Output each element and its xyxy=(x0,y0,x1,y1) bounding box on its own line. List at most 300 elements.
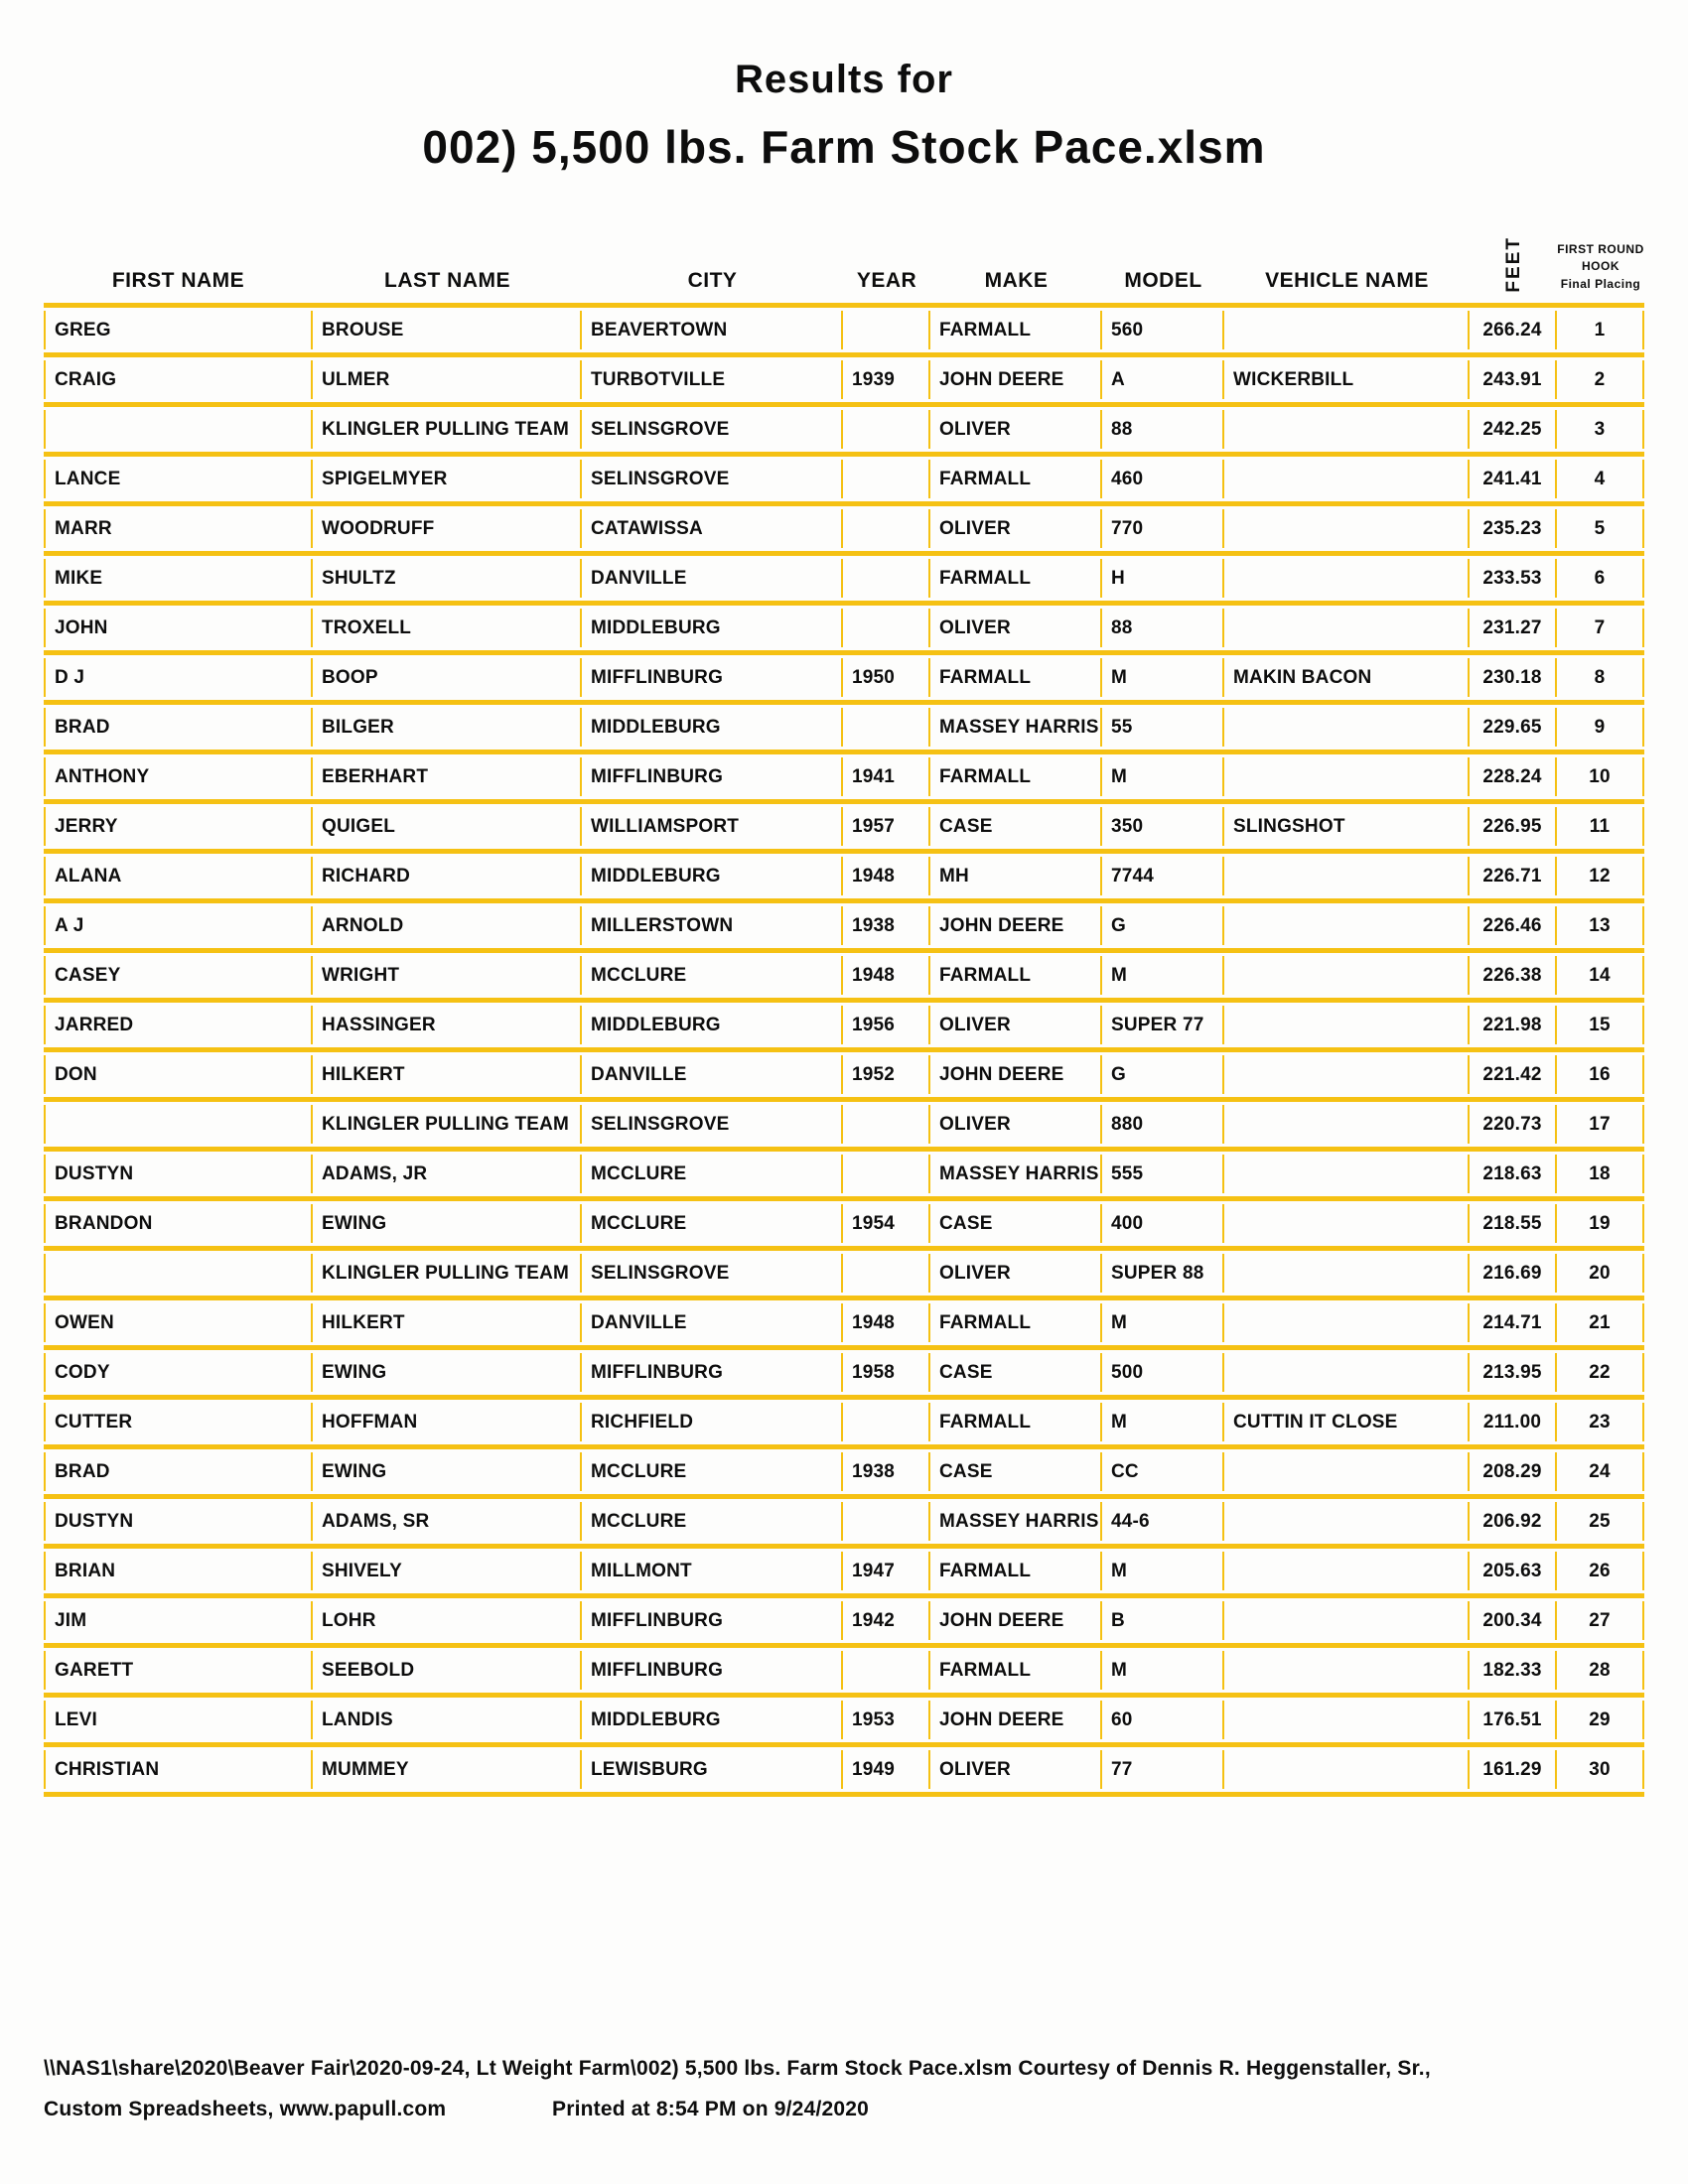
cell-make: CASE xyxy=(930,1353,1102,1392)
cell-last-name: SEEBOLD xyxy=(313,1651,582,1690)
cell-year xyxy=(843,708,930,747)
cell-year: 1947 xyxy=(843,1552,930,1590)
cell-make: MASSEY HARRIS xyxy=(930,708,1102,747)
cell-vehicle-name xyxy=(1224,956,1470,995)
cell-model: 350 xyxy=(1102,807,1224,846)
cell-placing: 19 xyxy=(1557,1204,1644,1243)
column-header-vehicle-name: VEHICLE NAME xyxy=(1265,269,1429,292)
cell-year xyxy=(843,609,930,647)
cell-year: 1952 xyxy=(843,1055,930,1094)
table-row xyxy=(44,1494,1644,1544)
table-row xyxy=(44,998,1644,1047)
cell-model: 60 xyxy=(1102,1701,1224,1739)
table-row xyxy=(44,1147,1644,1196)
hook-header-line3: Final Placing xyxy=(1560,276,1641,291)
cell-model: M xyxy=(1102,658,1224,697)
cell-year: 1948 xyxy=(843,857,930,895)
cell-year xyxy=(843,410,930,449)
cell-last-name: BOOP xyxy=(313,658,582,697)
cell-last-name: BILGER xyxy=(313,708,582,747)
cell-feet: 216.69 xyxy=(1470,1254,1557,1293)
cell-feet: 233.53 xyxy=(1470,559,1557,598)
cell-year: 1954 xyxy=(843,1204,930,1243)
cell-make: FARMALL xyxy=(930,1651,1102,1690)
cell-vehicle-name xyxy=(1224,1204,1470,1243)
cell-first-name: CASEY xyxy=(44,956,313,995)
cell-year xyxy=(843,559,930,598)
cell-vehicle-name xyxy=(1224,1303,1470,1342)
cell-first-name xyxy=(44,410,313,449)
cell-placing: 12 xyxy=(1557,857,1644,895)
cell-placing: 24 xyxy=(1557,1452,1644,1491)
results-table xyxy=(44,207,1644,1797)
cell-model: H xyxy=(1102,559,1224,598)
cell-vehicle-name: SLINGSHOT xyxy=(1224,807,1470,846)
cell-city: MCCLURE xyxy=(582,956,843,995)
page-subtitle-filename: 002) 5,500 lbs. Farm Stock Pace.xlsm xyxy=(422,121,1266,173)
table-row xyxy=(44,849,1644,898)
cell-make: JOHN DEERE xyxy=(930,1055,1102,1094)
cell-last-name: LOHR xyxy=(313,1601,582,1640)
cell-placing: 21 xyxy=(1557,1303,1644,1342)
cell-first-name: CODY xyxy=(44,1353,313,1392)
cell-first-name: DON xyxy=(44,1055,313,1094)
column-header-model: MODEL xyxy=(1124,269,1202,292)
cell-city: CATAWISSA xyxy=(582,509,843,548)
cell-year: 1950 xyxy=(843,658,930,697)
cell-year: 1958 xyxy=(843,1353,930,1392)
cell-model: 7744 xyxy=(1102,857,1224,895)
cell-make: OLIVER xyxy=(930,1750,1102,1789)
cell-make: FARMALL xyxy=(930,1552,1102,1590)
cell-vehicle-name: CUTTIN IT CLOSE xyxy=(1224,1403,1470,1441)
cell-placing: 2 xyxy=(1557,360,1644,399)
cell-first-name: JARRED xyxy=(44,1006,313,1044)
cell-make: JOHN DEERE xyxy=(930,906,1102,945)
table-row xyxy=(44,948,1644,998)
cell-placing: 6 xyxy=(1557,559,1644,598)
column-header-feet xyxy=(1470,236,1557,293)
cell-last-name: TROXELL xyxy=(313,609,582,647)
cell-year: 1949 xyxy=(843,1750,930,1789)
cell-model: M xyxy=(1102,956,1224,995)
column-header-first-name: FIRST NAME xyxy=(111,269,245,292)
cell-vehicle-name xyxy=(1224,1006,1470,1044)
cell-last-name: ADAMS, JR xyxy=(313,1155,582,1193)
cell-feet: 266.24 xyxy=(1470,311,1557,349)
cell-first-name: GARETT xyxy=(44,1651,313,1690)
cell-city: MIFFLINBURG xyxy=(582,1651,843,1690)
cell-vehicle-name xyxy=(1224,460,1470,498)
cell-first-name: OWEN xyxy=(44,1303,313,1342)
cell-last-name: EWING xyxy=(313,1353,582,1392)
cell-feet: 221.42 xyxy=(1470,1055,1557,1094)
cell-model: 770 xyxy=(1102,509,1224,548)
cell-vehicle-name xyxy=(1224,559,1470,598)
cell-city: SELINSGROVE xyxy=(582,460,843,498)
cell-city: DANVILLE xyxy=(582,559,843,598)
cell-make: MASSEY HARRIS xyxy=(930,1155,1102,1193)
cell-year: 1942 xyxy=(843,1601,930,1640)
cell-last-name: EWING xyxy=(313,1452,582,1491)
cell-year xyxy=(843,1403,930,1441)
table-row xyxy=(44,1395,1644,1444)
cell-city: SELINSGROVE xyxy=(582,410,843,449)
cell-last-name: BROUSE xyxy=(313,311,582,349)
cell-feet: 226.71 xyxy=(1470,857,1557,895)
cell-year xyxy=(843,509,930,548)
table-body xyxy=(44,303,1644,1797)
cell-year xyxy=(843,1105,930,1144)
cell-make: JOHN DEERE xyxy=(930,360,1102,399)
cell-last-name: QUIGEL xyxy=(313,807,582,846)
cell-vehicle-name xyxy=(1224,311,1470,349)
cell-year xyxy=(843,1651,930,1690)
table-row xyxy=(44,650,1644,700)
cell-vehicle-name xyxy=(1224,906,1470,945)
footer-custom-spreadsheets: Custom Spreadsheets, www.papull.com xyxy=(44,2098,447,2120)
cell-vehicle-name xyxy=(1224,1155,1470,1193)
cell-last-name: EBERHART xyxy=(313,757,582,796)
table-row xyxy=(44,352,1644,402)
table-row xyxy=(44,1742,1644,1797)
cell-feet: 241.41 xyxy=(1470,460,1557,498)
cell-city: MIFFLINBURG xyxy=(582,658,843,697)
cell-first-name: JERRY xyxy=(44,807,313,846)
cell-city: SELINSGROVE xyxy=(582,1254,843,1293)
cell-vehicle-name xyxy=(1224,410,1470,449)
cell-city: MIFFLINBURG xyxy=(582,1353,843,1392)
table-row xyxy=(44,1196,1644,1246)
cell-first-name: BRAD xyxy=(44,708,313,747)
cell-first-name: ANTHONY xyxy=(44,757,313,796)
cell-year: 1939 xyxy=(843,360,930,399)
cell-last-name: HOFFMAN xyxy=(313,1403,582,1441)
cell-last-name: KLINGLER PULLING TEAM xyxy=(313,1254,582,1293)
cell-placing: 22 xyxy=(1557,1353,1644,1392)
cell-feet: 176.51 xyxy=(1470,1701,1557,1739)
cell-model: 560 xyxy=(1102,311,1224,349)
cell-model: 55 xyxy=(1102,708,1224,747)
cell-placing: 23 xyxy=(1557,1403,1644,1441)
cell-year: 1957 xyxy=(843,807,930,846)
cell-feet: 221.98 xyxy=(1470,1006,1557,1044)
cell-last-name: EWING xyxy=(313,1204,582,1243)
cell-make: JOHN DEERE xyxy=(930,1701,1102,1739)
cell-first-name: CRAIG xyxy=(44,360,313,399)
cell-make: FARMALL xyxy=(930,658,1102,697)
cell-feet: 220.73 xyxy=(1470,1105,1557,1144)
cell-city: MCCLURE xyxy=(582,1204,843,1243)
cell-model: 88 xyxy=(1102,609,1224,647)
cell-year: 1948 xyxy=(843,1303,930,1342)
cell-last-name: ARNOLD xyxy=(313,906,582,945)
cell-placing: 27 xyxy=(1557,1601,1644,1640)
cell-placing: 26 xyxy=(1557,1552,1644,1590)
column-header-city: CITY xyxy=(687,269,738,292)
cell-placing: 15 xyxy=(1557,1006,1644,1044)
cell-placing: 1 xyxy=(1557,311,1644,349)
cell-feet: 200.34 xyxy=(1470,1601,1557,1640)
cell-model: M xyxy=(1102,757,1224,796)
cell-first-name: LANCE xyxy=(44,460,313,498)
cell-year xyxy=(843,1254,930,1293)
cell-year xyxy=(843,460,930,498)
hook-header-line2: HOOK xyxy=(1582,259,1619,274)
cell-year: 1953 xyxy=(843,1701,930,1739)
cell-make: MASSEY HARRIS xyxy=(930,1502,1102,1541)
cell-model: 400 xyxy=(1102,1204,1224,1243)
hook-header-line1: FIRST ROUND xyxy=(1557,241,1644,256)
cell-placing: 7 xyxy=(1557,609,1644,647)
cell-first-name: ALANA xyxy=(44,857,313,895)
cell-year xyxy=(843,1155,930,1193)
table-row xyxy=(44,1544,1644,1593)
cell-make: OLIVER xyxy=(930,410,1102,449)
table-row xyxy=(44,1444,1644,1494)
cell-first-name: MARR xyxy=(44,509,313,548)
cell-first-name: MIKE xyxy=(44,559,313,598)
cell-placing: 18 xyxy=(1557,1155,1644,1193)
cell-make: CASE xyxy=(930,1204,1102,1243)
cell-last-name: WRIGHT xyxy=(313,956,582,995)
cell-model: 44-6 xyxy=(1102,1502,1224,1541)
cell-year: 1941 xyxy=(843,757,930,796)
cell-last-name: SPIGELMYER xyxy=(313,460,582,498)
cell-feet: 213.95 xyxy=(1470,1353,1557,1392)
cell-feet: 211.00 xyxy=(1470,1403,1557,1441)
cell-last-name: KLINGLER PULLING TEAM xyxy=(313,410,582,449)
cell-city: DANVILLE xyxy=(582,1303,843,1342)
cell-year xyxy=(843,1502,930,1541)
cell-model: M xyxy=(1102,1552,1224,1590)
cell-feet: 218.55 xyxy=(1470,1204,1557,1243)
cell-vehicle-name xyxy=(1224,757,1470,796)
cell-feet: 208.29 xyxy=(1470,1452,1557,1491)
cell-vehicle-name: WICKERBILL xyxy=(1224,360,1470,399)
table-row xyxy=(44,1047,1644,1097)
cell-first-name xyxy=(44,1254,313,1293)
cell-feet: 182.33 xyxy=(1470,1651,1557,1690)
cell-make: FARMALL xyxy=(930,311,1102,349)
cell-model: G xyxy=(1102,906,1224,945)
cell-city: BEAVERTOWN xyxy=(582,311,843,349)
cell-last-name: RICHARD xyxy=(313,857,582,895)
cell-last-name: WOODRUFF xyxy=(313,509,582,548)
cell-city: MIDDLEBURG xyxy=(582,708,843,747)
cell-vehicle-name xyxy=(1224,1353,1470,1392)
cell-make: OLIVER xyxy=(930,609,1102,647)
cell-feet: 235.23 xyxy=(1470,509,1557,548)
cell-first-name: LEVI xyxy=(44,1701,313,1739)
table-row xyxy=(44,402,1644,452)
cell-vehicle-name xyxy=(1224,1502,1470,1541)
table-row xyxy=(44,1345,1644,1395)
cell-first-name: BRAD xyxy=(44,1452,313,1491)
title-block xyxy=(0,58,1688,174)
footer-printed-timestamp: Printed at 8:54 PM on 9/24/2020 xyxy=(552,2098,869,2120)
table-row xyxy=(44,799,1644,849)
cell-first-name: CHRISTIAN xyxy=(44,1750,313,1789)
cell-vehicle-name xyxy=(1224,1701,1470,1739)
cell-last-name: ADAMS, SR xyxy=(313,1502,582,1541)
cell-last-name: HILKERT xyxy=(313,1055,582,1094)
cell-last-name: MUMMEY xyxy=(313,1750,582,1789)
cell-year: 1948 xyxy=(843,956,930,995)
cell-last-name: HILKERT xyxy=(313,1303,582,1342)
table-row xyxy=(44,898,1644,948)
table-row xyxy=(44,1097,1644,1147)
cell-year xyxy=(843,311,930,349)
cell-last-name: ULMER xyxy=(313,360,582,399)
cell-city: MCCLURE xyxy=(582,1452,843,1491)
cell-model: 460 xyxy=(1102,460,1224,498)
table-row xyxy=(44,750,1644,799)
cell-model: 77 xyxy=(1102,1750,1224,1789)
cell-vehicle-name xyxy=(1224,1055,1470,1094)
column-header-last-name: LAST NAME xyxy=(384,269,510,292)
cell-last-name: SHULTZ xyxy=(313,559,582,598)
cell-vehicle-name xyxy=(1224,708,1470,747)
cell-make: OLIVER xyxy=(930,509,1102,548)
cell-first-name: DUSTYN xyxy=(44,1502,313,1541)
cell-make: OLIVER xyxy=(930,1105,1102,1144)
cell-first-name: BRIAN xyxy=(44,1552,313,1590)
cell-feet: 226.38 xyxy=(1470,956,1557,995)
cell-vehicle-name xyxy=(1224,1552,1470,1590)
cell-feet: 161.29 xyxy=(1470,1750,1557,1789)
table-row xyxy=(44,1693,1644,1742)
cell-model: 880 xyxy=(1102,1105,1224,1144)
cell-last-name: SHIVELY xyxy=(313,1552,582,1590)
table-row xyxy=(44,1593,1644,1643)
cell-first-name: GREG xyxy=(44,311,313,349)
cell-feet: 226.95 xyxy=(1470,807,1557,846)
table-row xyxy=(44,700,1644,750)
cell-vehicle-name xyxy=(1224,1254,1470,1293)
cell-vehicle-name xyxy=(1224,509,1470,548)
cell-make: CASE xyxy=(930,1452,1102,1491)
cell-year: 1938 xyxy=(843,1452,930,1491)
cell-model: G xyxy=(1102,1055,1224,1094)
cell-make: JOHN DEERE xyxy=(930,1601,1102,1640)
cell-vehicle-name xyxy=(1224,857,1470,895)
cell-first-name: CUTTER xyxy=(44,1403,313,1441)
cell-placing: 17 xyxy=(1557,1105,1644,1144)
cell-make: FARMALL xyxy=(930,1303,1102,1342)
cell-placing: 25 xyxy=(1557,1502,1644,1541)
cell-year: 1956 xyxy=(843,1006,930,1044)
cell-city: TURBOTVILLE xyxy=(582,360,843,399)
page-title: Results for xyxy=(735,58,953,101)
cell-feet: 218.63 xyxy=(1470,1155,1557,1193)
cell-make: FARMALL xyxy=(930,757,1102,796)
cell-feet: 230.18 xyxy=(1470,658,1557,697)
cell-make: FARMALL xyxy=(930,1403,1102,1441)
cell-city: DANVILLE xyxy=(582,1055,843,1094)
cell-model: 555 xyxy=(1102,1155,1224,1193)
table-row xyxy=(44,601,1644,650)
cell-city: MILLERSTOWN xyxy=(582,906,843,945)
cell-vehicle-name xyxy=(1224,1651,1470,1690)
cell-city: RICHFIELD xyxy=(582,1403,843,1441)
cell-city: MIDDLEBURG xyxy=(582,609,843,647)
cell-city: MCCLURE xyxy=(582,1155,843,1193)
cell-model: A xyxy=(1102,360,1224,399)
cell-feet: 205.63 xyxy=(1470,1552,1557,1590)
cell-first-name: JIM xyxy=(44,1601,313,1640)
cell-make: MH xyxy=(930,857,1102,895)
cell-feet: 214.71 xyxy=(1470,1303,1557,1342)
footer xyxy=(44,2057,1648,2125)
cell-first-name: JOHN xyxy=(44,609,313,647)
cell-placing: 28 xyxy=(1557,1651,1644,1690)
cell-vehicle-name xyxy=(1224,1750,1470,1789)
cell-placing: 10 xyxy=(1557,757,1644,796)
cell-placing: 8 xyxy=(1557,658,1644,697)
table-header-row xyxy=(44,207,1644,303)
cell-vehicle-name: MAKIN BACON xyxy=(1224,658,1470,697)
cell-vehicle-name xyxy=(1224,1105,1470,1144)
feet-vertical-label: FEET xyxy=(1502,236,1524,293)
cell-model: SUPER 88 xyxy=(1102,1254,1224,1293)
cell-model: CC xyxy=(1102,1452,1224,1491)
table-row xyxy=(44,501,1644,551)
cell-placing: 13 xyxy=(1557,906,1644,945)
cell-city: MIDDLEBURG xyxy=(582,857,843,895)
cell-model: B xyxy=(1102,1601,1224,1640)
cell-feet: 242.25 xyxy=(1470,410,1557,449)
cell-placing: 11 xyxy=(1557,807,1644,846)
cell-model: SUPER 77 xyxy=(1102,1006,1224,1044)
cell-first-name: BRANDON xyxy=(44,1204,313,1243)
table-row xyxy=(44,303,1644,352)
cell-city: WILLIAMSPORT xyxy=(582,807,843,846)
cell-first-name: DUSTYN xyxy=(44,1155,313,1193)
cell-make: FARMALL xyxy=(930,559,1102,598)
cell-vehicle-name xyxy=(1224,1601,1470,1640)
table-row xyxy=(44,1296,1644,1345)
cell-placing: 16 xyxy=(1557,1055,1644,1094)
table-row xyxy=(44,1643,1644,1693)
cell-model: M xyxy=(1102,1651,1224,1690)
cell-placing: 20 xyxy=(1557,1254,1644,1293)
cell-placing: 14 xyxy=(1557,956,1644,995)
cell-last-name: HASSINGER xyxy=(313,1006,582,1044)
cell-first-name: A J xyxy=(44,906,313,945)
cell-feet: 228.24 xyxy=(1470,757,1557,796)
cell-feet: 231.27 xyxy=(1470,609,1557,647)
column-header-final-placing xyxy=(1557,241,1644,293)
column-header-year: YEAR xyxy=(856,269,917,292)
column-header-make: MAKE xyxy=(984,269,1049,292)
cell-city: LEWISBURG xyxy=(582,1750,843,1789)
table-row xyxy=(44,452,1644,501)
table-row xyxy=(44,1246,1644,1296)
cell-first-name: D J xyxy=(44,658,313,697)
cell-city: MIDDLEBURG xyxy=(582,1701,843,1739)
cell-year: 1938 xyxy=(843,906,930,945)
cell-model: M xyxy=(1102,1303,1224,1342)
cell-feet: 229.65 xyxy=(1470,708,1557,747)
cell-city: MCCLURE xyxy=(582,1502,843,1541)
cell-last-name: KLINGLER PULLING TEAM xyxy=(313,1105,582,1144)
cell-make: CASE xyxy=(930,807,1102,846)
cell-make: FARMALL xyxy=(930,956,1102,995)
cell-last-name: LANDIS xyxy=(313,1701,582,1739)
cell-vehicle-name xyxy=(1224,1452,1470,1491)
cell-placing: 4 xyxy=(1557,460,1644,498)
